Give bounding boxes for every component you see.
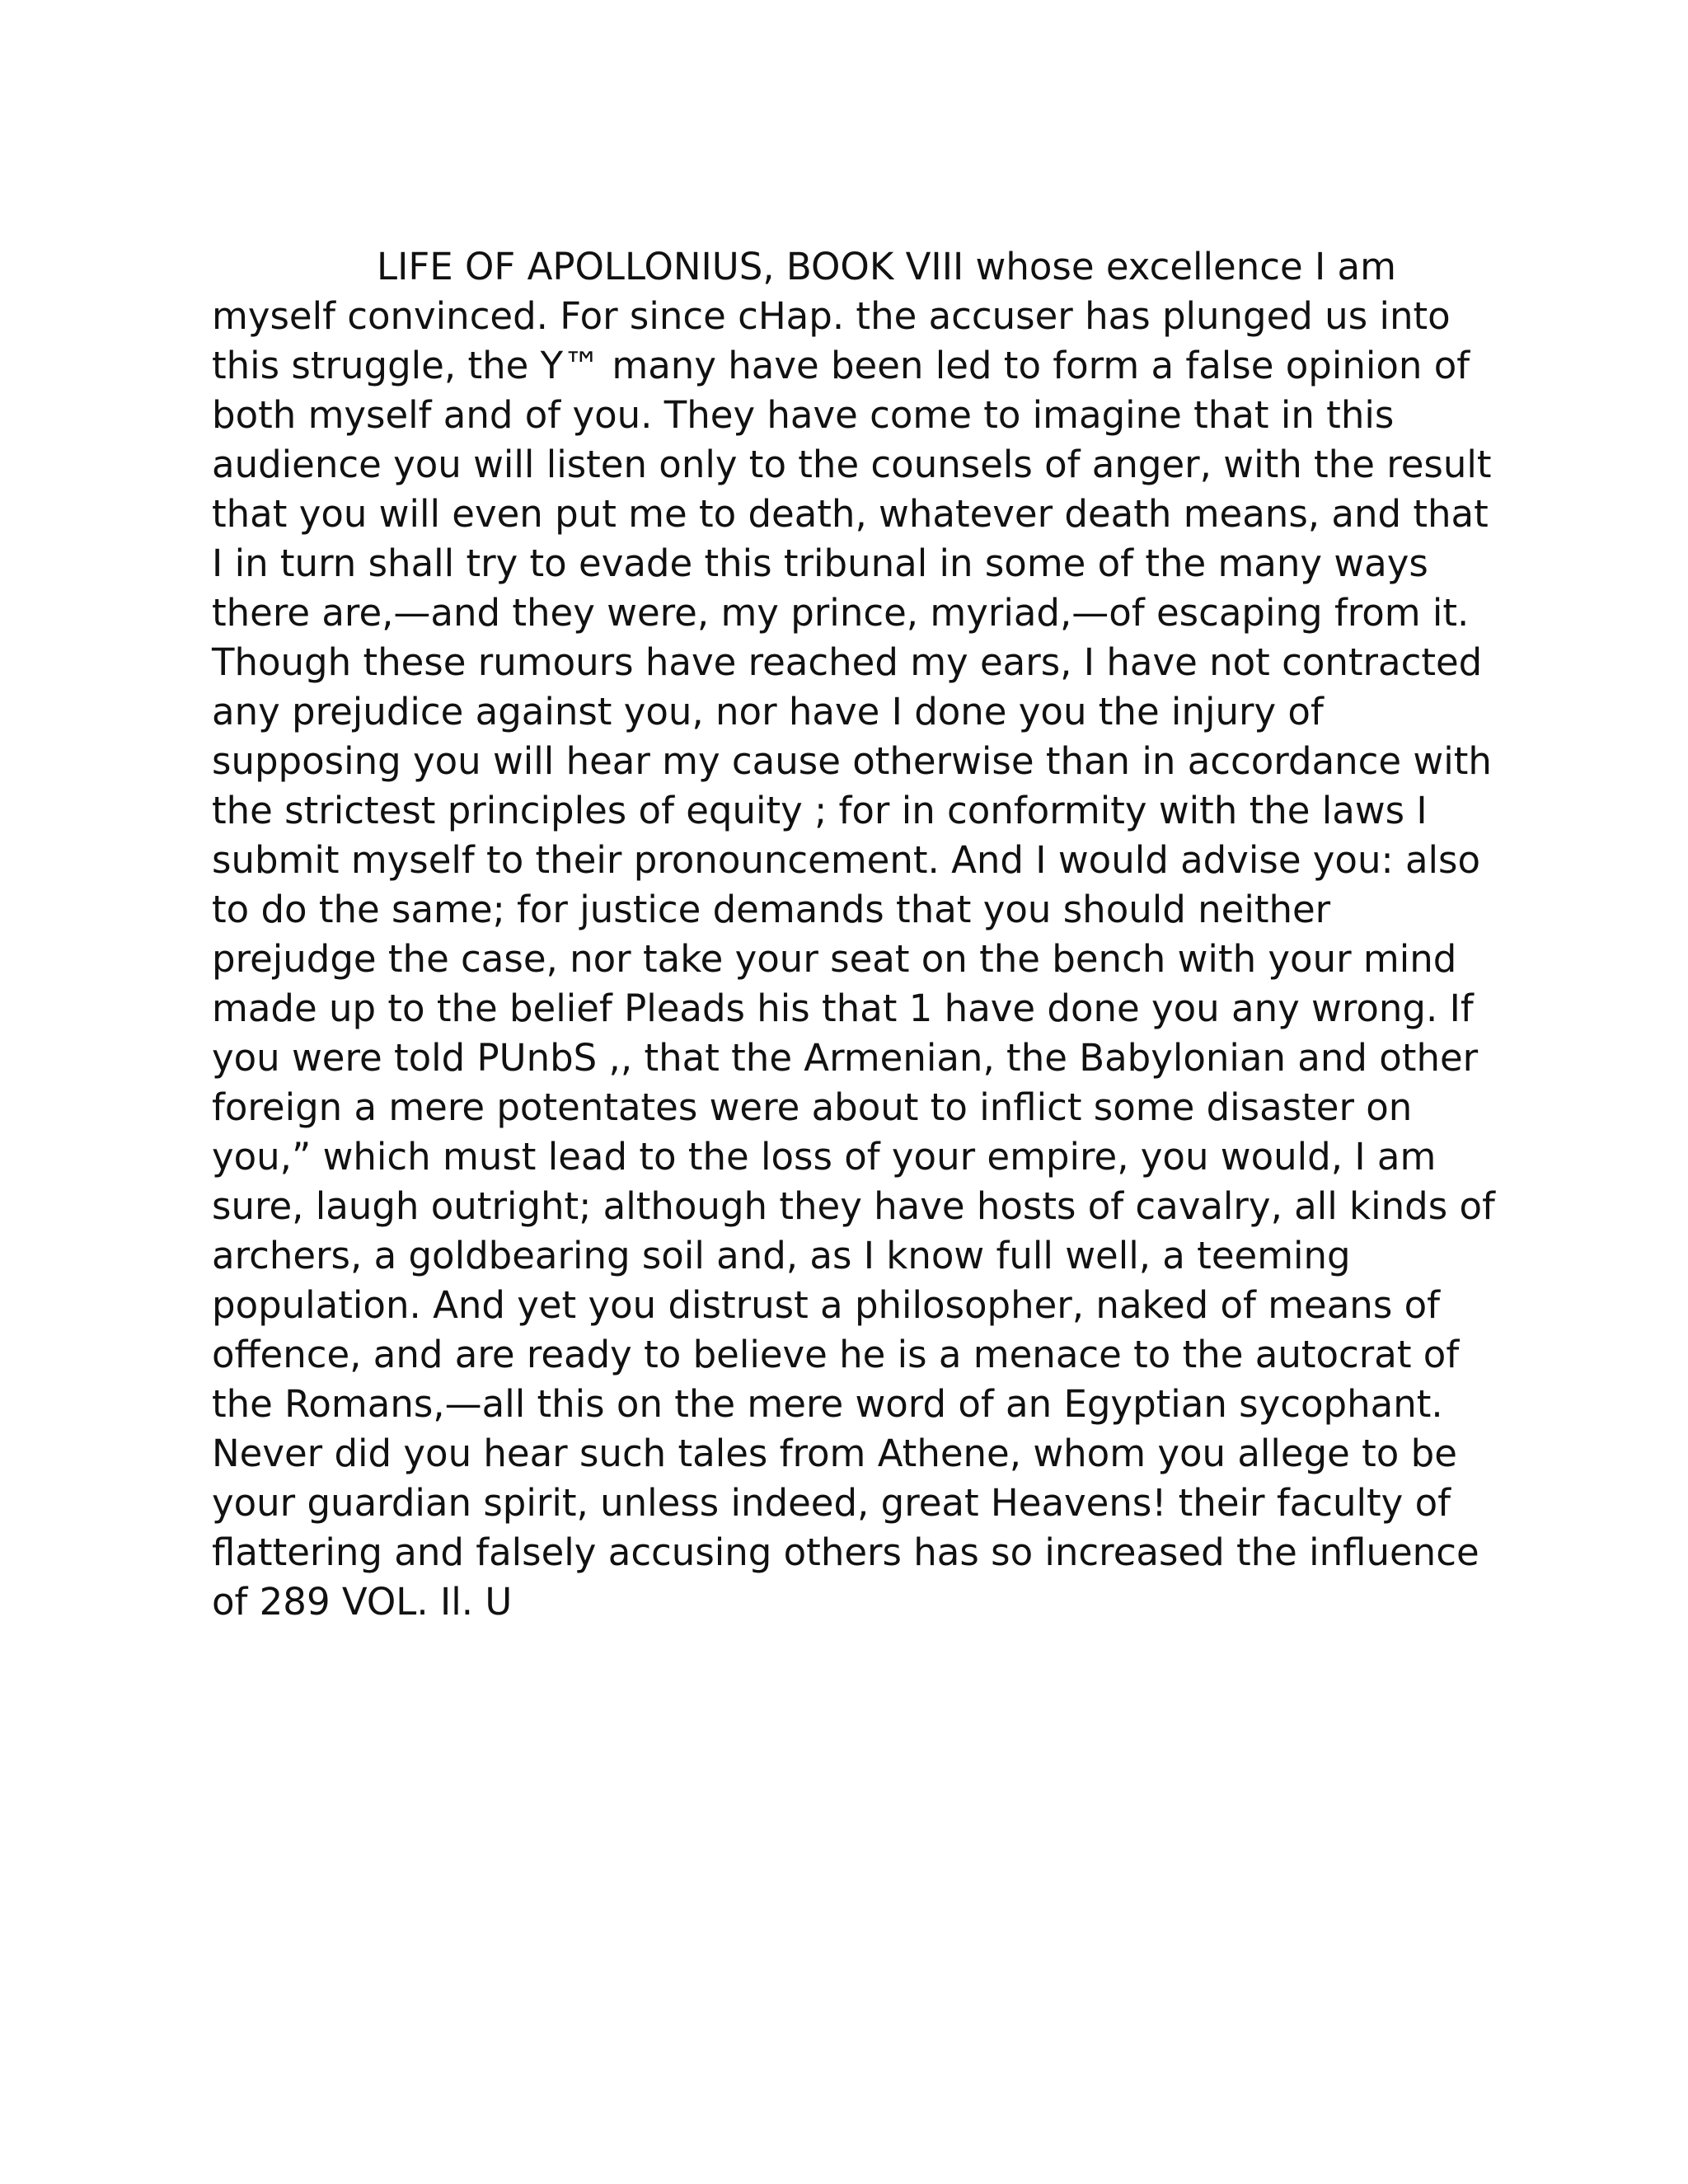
text-line: foreign a mere potentates were about to inflict some disaster on (212, 1085, 1413, 1129)
text-line: archers, a goldbearing soil and, as I know full well, a teeming (212, 1234, 1351, 1277)
text-line: prejudge the case, nor take your seat on the bench with your mind (212, 937, 1457, 981)
text-line: you,” which must lead to the loss of your empire, you would, I am (212, 1135, 1437, 1179)
text-line: submit myself to their pronouncement. And I would advise you: also (212, 838, 1481, 882)
text-line: Though these rumours have reached my ears, I have not contracted (212, 640, 1483, 684)
text-line: any prejudice against you, nor have I done you the injury of (212, 690, 1324, 733)
text-line: I in turn shall try to evade this tribunal in some of the many ways (212, 541, 1428, 585)
body-text (212, 242, 1498, 1627)
text-line: flattering and falsely accusing others has so increased the influence (212, 1530, 1479, 1574)
text-line: offence, and are ready to believe he is a menace to the autocrat of (212, 1333, 1460, 1376)
text-line: Never did you hear such tales from Athene, whom you allege to be (212, 1432, 1457, 1475)
text-line: sure, laugh outright; although they have hosts of cavalry, all kinds of (212, 1184, 1495, 1228)
text-line: supposing you will hear my cause otherwise than in accordance with (212, 739, 1492, 783)
text-line: that you will even put me to death, whatever death means, and that (212, 492, 1489, 536)
text-line: this struggle, the Y™ many have been led to form a false opinion of (212, 344, 1470, 387)
text-line: of 289 VOL. Il. U (212, 1580, 513, 1624)
text-line: population. And yet you distrust a philosopher, naked of means of (212, 1283, 1440, 1327)
text-line: your guardian spirit, unless indeed, great Heavens! their faculty of (212, 1481, 1451, 1525)
text-line: audience you will listen only to the counsels of anger, with the result (212, 443, 1492, 486)
text-line: to do the same; for justice demands that you should neither (212, 888, 1331, 931)
text-line: both myself and of you. They have come to imagine that in this (212, 393, 1395, 437)
text-line: you were told PUnbS ,, that the Armenian, the Babylonian and other (212, 1036, 1479, 1080)
text-line: there are,—and they were, my prince, myriad,—of escaping from it. (212, 591, 1470, 635)
text-line: the strictest principles of equity ; for in conformity with the laws I (212, 789, 1428, 832)
text-line: LIFE OF APOLLONIUS, BOOK VIII whose excellence I am (377, 245, 1396, 288)
text-line: myself convinced. For since cHap. the accuser has plunged us into (212, 294, 1451, 338)
text-line: the Romans,—all this on the mere word of an Egyptian sycophant. (212, 1382, 1443, 1426)
text-line: made up to the belief Pleads his that 1 have done you any wrong. If (212, 987, 1474, 1030)
